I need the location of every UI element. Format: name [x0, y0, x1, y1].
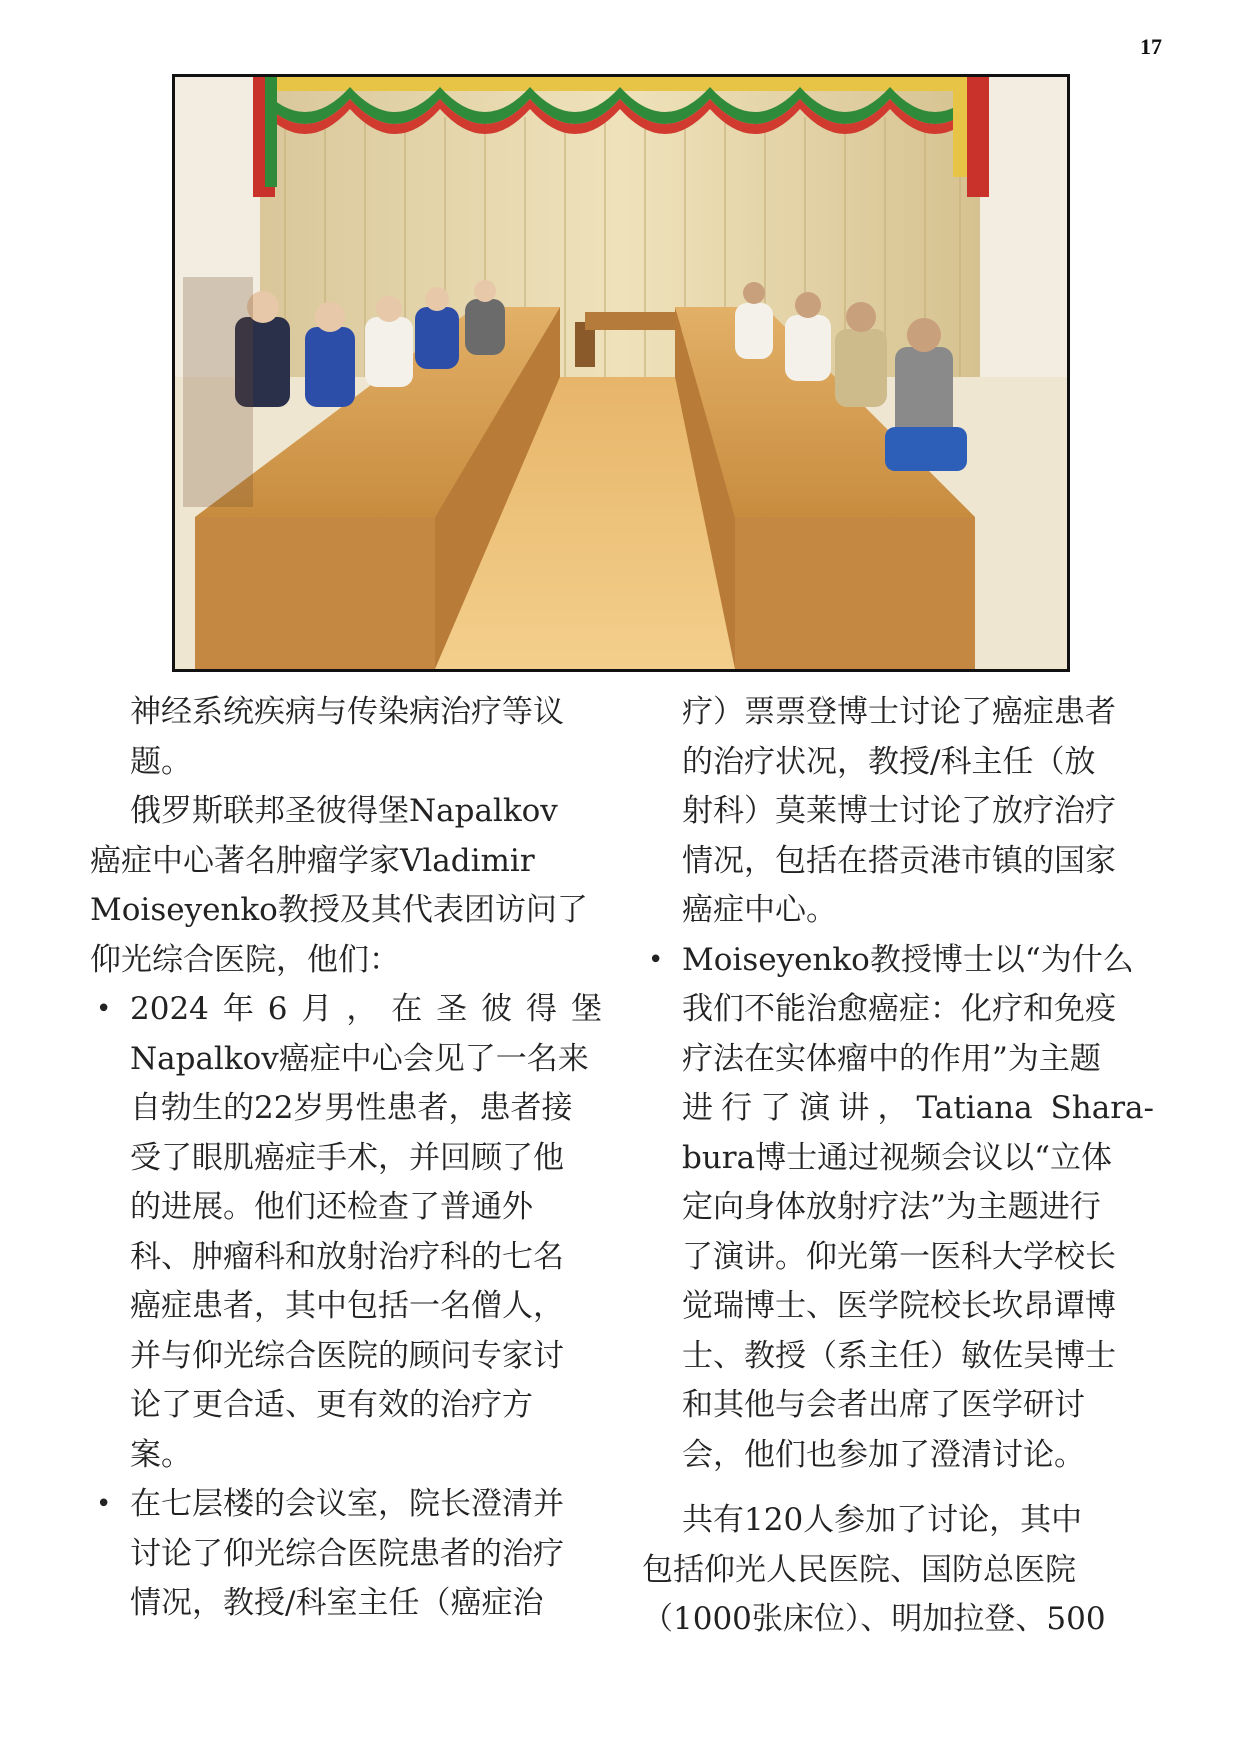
page-number: 17 [1140, 34, 1162, 59]
bullet-line: 士、教授（系主任）敏佐吴博士 [682, 1337, 1116, 1374]
bullet-line: 的进展。他们还检查了普通外 [130, 1189, 533, 1225]
bullet-line: 讨论了仰光综合医院患者的治疗 [130, 1535, 564, 1572]
bullet-line: 自勃生的22岁男性患者，患者接 [130, 1090, 573, 1126]
bullet-line: • Moiseyenko教授博士以“为什么 [682, 941, 1134, 978]
bullet-line: 科、肿瘤科和放射治疗科的七名 [130, 1238, 564, 1275]
continued-line: 情况，包括在搭贡港市镇的国家 [682, 842, 1116, 879]
closing-line: 共有120人参加了讨论，其中 [682, 1502, 1083, 1538]
bullet-line: 和其他与会者出席了医学研讨 [682, 1387, 1085, 1423]
right-column [642, 688, 1154, 1645]
bullet-item [90, 1480, 602, 1629]
meeting-room-photo [172, 74, 1070, 672]
bullet-line: 受了眼肌癌症手术，并回顾了他 [130, 1139, 564, 1176]
closing-line: （1000张床位）、明加拉登、500 [642, 1601, 1106, 1637]
bullet-line: 癌症患者，其中包括一名僧人， [130, 1288, 564, 1324]
bullet-line: 进行了演讲，Tatiana Shara- [682, 1090, 1154, 1126]
bullet-line: 我们不能治愈癌症：化疗和免疫 [682, 991, 1116, 1027]
continued-line: 射科）莫莱博士讨论了放疗治疗 [682, 793, 1116, 829]
meeting-room-illustration [175, 77, 1067, 669]
bullet-line: 觉瑞博士、医学院校长坎昂谭博 [682, 1288, 1116, 1324]
continued-line: 疗）票票登博士讨论了癌症患者 [682, 694, 1116, 730]
intro-line: 仰光综合医院，他们： [90, 941, 400, 978]
closing-line: 包括仰光人民医院、国防总医院 [642, 1551, 1076, 1588]
bullet-line: 案。 [130, 1436, 192, 1473]
left-lead-line: 神经系统疾病与传染病治疗等议 [130, 694, 564, 730]
left-lead-line: 题。 [130, 743, 192, 780]
left-column [90, 688, 602, 1629]
bullet-line: bura博士通过视频会议以“立体 [682, 1139, 1112, 1176]
bullet-line: • 在七层楼的会议室，院长澄清并 [130, 1486, 564, 1522]
bullet-item [642, 936, 1154, 1481]
intro-line: Moiseyenko教授及其代表团访问了 [90, 892, 588, 928]
bullet-line: 会，他们也参加了澄清讨论。 [682, 1436, 1085, 1473]
left-bullet-list [90, 985, 602, 1629]
intro-line: 俄罗斯联邦圣彼得堡Napalkov [130, 793, 558, 829]
bullet-line: 情况，教授/科室主任（癌症治 [130, 1585, 544, 1621]
bullet-line: 了演讲。仰光第一医科大学校长 [682, 1238, 1116, 1275]
bullet-line: • 2024年6月，在圣彼得堡 [130, 991, 602, 1027]
bullet-line: 定向身体放射疗法”为主题进行 [682, 1189, 1101, 1225]
continued-line: 癌症中心。 [682, 892, 837, 928]
bullet-item [90, 985, 602, 1480]
bullet-line: Napalkov癌症中心会见了一名来 [130, 1040, 589, 1077]
continued-line: 的治疗状况，教授/科主任（放 [682, 743, 1096, 780]
bullet-line: 疗法在实体瘤中的作用”为主题 [682, 1040, 1101, 1077]
bullet-line: 并与仰光综合医院的顾问专家讨 [130, 1337, 564, 1374]
intro-line: 癌症中心著名肿瘤学家Vladimir [90, 842, 535, 879]
right-bullet-list [642, 936, 1154, 1481]
bullet-line: 论了更合适、更有效的治疗方 [130, 1387, 533, 1423]
